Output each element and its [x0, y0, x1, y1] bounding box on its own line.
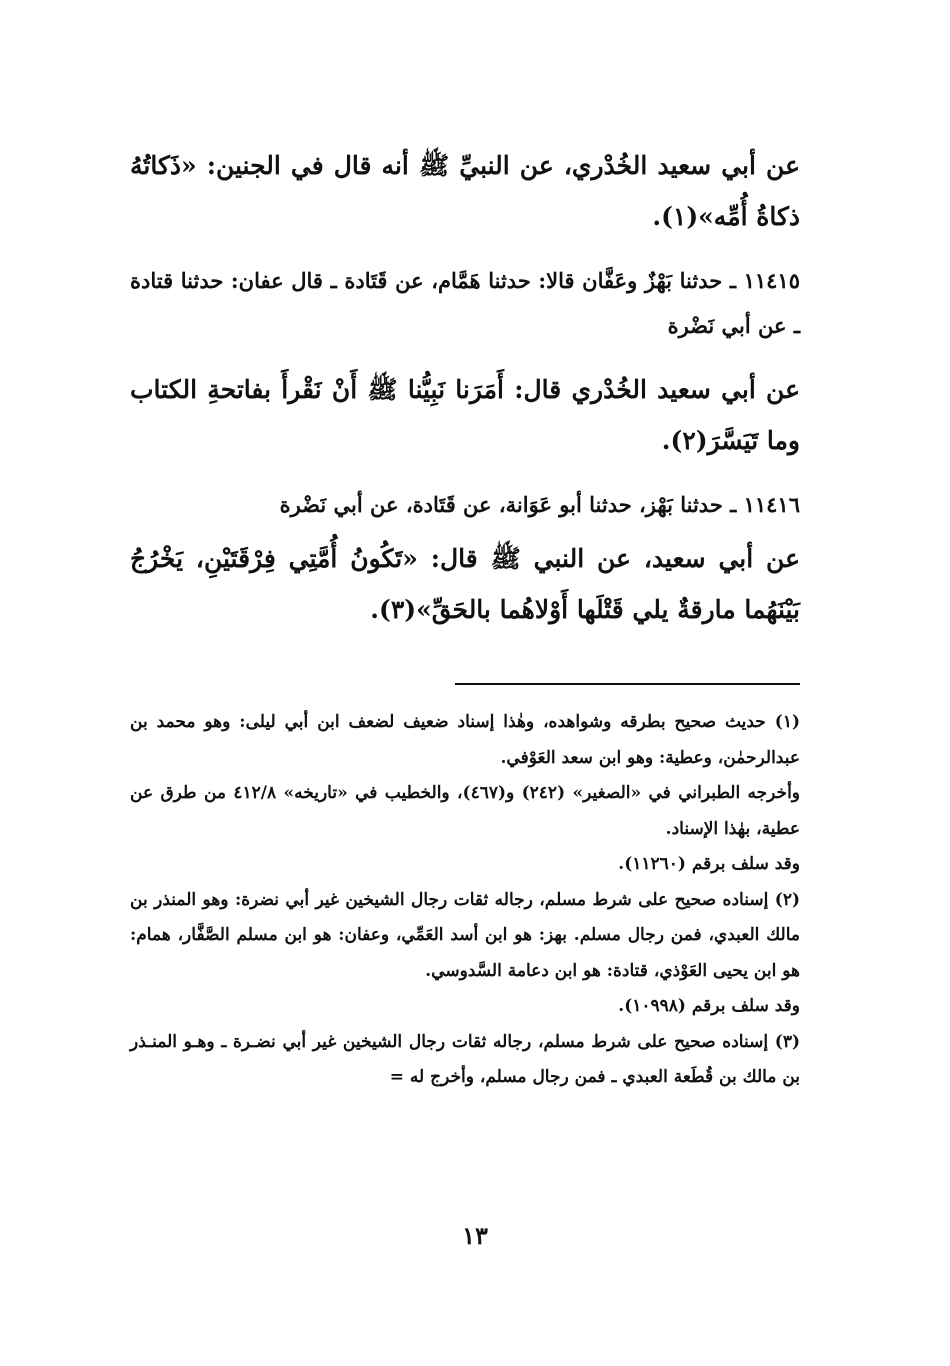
footnotes: [130, 705, 800, 1096]
main-text: [130, 140, 800, 651]
footnote-2: (٢) إسناده صحيح على شرط مسلم، رجاله ثقات رجال الشيخين غير أبي نضرة: وهو المنذر بن مالك العبدي، فمن رجال مسلم. بهز: هو ابن أسد العَمِّي، وعفان: هو ابن مسلم الصَّفَّار، همام: هو ابن يحيى العَوْذي، قتادة: هو ابن دعامة السَّدوسي.: [130, 889, 800, 981]
hadith-text-11416: عن أبي سعيد، عن النبي ﷺ قال: «تَكُونُ أُمَّتِي فِرْقَتَيْنِ، يَخْرُجُ بَيْنَهُما مارقةٌ يلي قَتْلَها أَوْلاهُما بالحَقِّ»(٣).: [130, 544, 800, 624]
page-number: ١٣: [462, 1221, 488, 1250]
footnote-1-cross-ref: وقد سلف برقم (١١٢٦٠).: [618, 854, 800, 874]
footnote-1-takhrij: وأخرجه الطبراني في «الصغير» (٢٤٢) و(٤٦٧)، والخطيب في «تاريخه» ٤١٢/٨ من طرق عن عطية، بهٰذا الإسناد.: [130, 783, 801, 839]
hadith-text-11415: عن أبي سعيد الخُدْري قال: أَمَرَنا نَبِيُّنا ﷺ أَنْ نَقْرأَ بفاتحةِ الكتاب وما تَيَسَّرَ(٢).: [130, 375, 800, 455]
footnote-1: (١) حديث صحيح بطرقه وشواهده، وهٰذا إسناد ضعيف لضعف ابن أبي ليلى: وهو محمد بن عبدالرحمٰن، وعطية: وهو ابن سعد العَوْفي.: [130, 712, 800, 768]
footnote-separator: [455, 683, 800, 685]
footnote-2-cross-ref: وقد سلف برقم (١٠٩٩٨).: [618, 996, 800, 1016]
hadith-text-1: عن أبي سعيد الخُدْري، عن النبيِّ ﷺ أنه قال في الجنين: «ذَكاتُهُ ذكاةُ أُمِّه»(١).: [130, 151, 800, 231]
hadith-chain-11415: ١١٤١٥ ـ حدثنا بَهْزٌ وعَفَّان قالا: حدثنا هَمَّام، عن قَتَادة ـ قال عفان: حدثنا قتادة ـ عن أبي نَضْرة: [130, 268, 800, 338]
footnote-3: (٣) إسناده صحيح على شرط مسلم، رجاله ثقات رجال الشيخين غير أبي نضـرة ـ وهـو المنـذر بن مالك بن قُطَعة العبدي ـ فمن رجال مسلم، وأخرج له =: [130, 1031, 800, 1087]
hadith-chain-11416: ١١٤١٦ ـ حدثنا بَهْز، حدثنا أبو عَوَانة، عن قَتَادة، عن أبي نَضْرة: [279, 492, 800, 517]
